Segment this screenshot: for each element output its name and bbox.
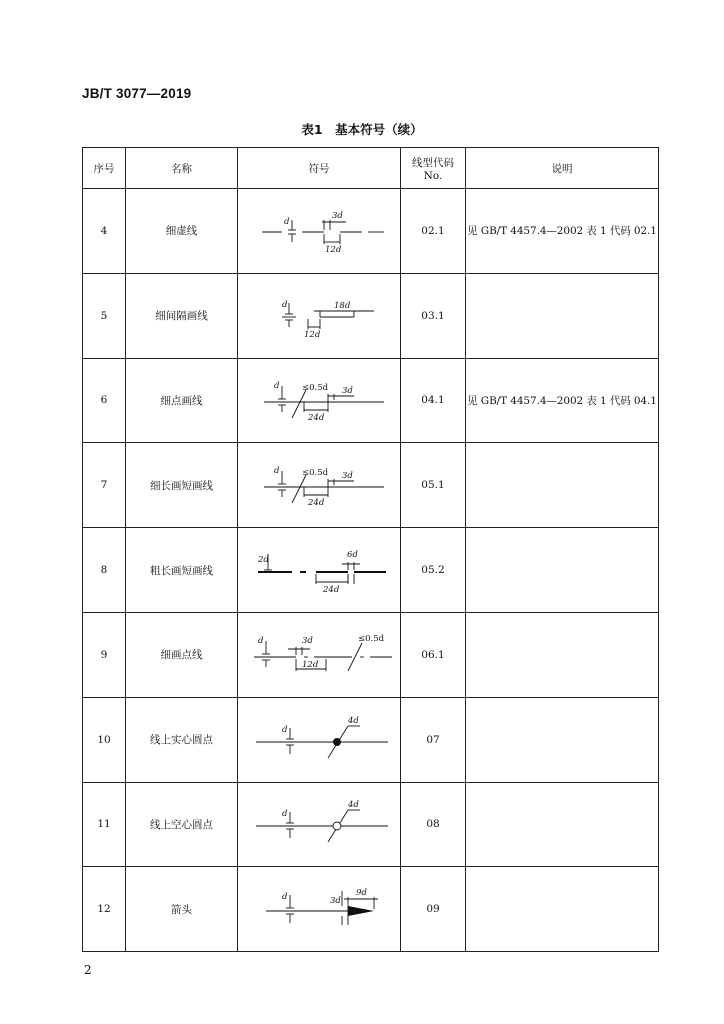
symbol-label: 2d: [258, 555, 269, 566]
row-desc: [466, 443, 659, 528]
col-header-no: 序号: [83, 148, 126, 189]
table-row: [83, 867, 659, 952]
symbol-label: d: [274, 381, 280, 392]
table-row: [83, 528, 659, 613]
row-name: 细间隔画线: [126, 273, 238, 358]
symbol-label: 3d: [342, 386, 353, 397]
symbol-label: d: [282, 892, 288, 903]
row-no: 10: [83, 697, 126, 782]
row-no: 12: [83, 867, 126, 952]
row-symbol: [238, 358, 401, 443]
symbol-label: d: [274, 466, 280, 477]
arrowhead-symbol: [244, 881, 394, 937]
symbol-label: 6d: [347, 550, 358, 561]
row-name: 细画点线: [126, 612, 238, 697]
row-code: 04.1: [401, 358, 466, 443]
row-name: 粗长画短画线: [126, 528, 238, 613]
col-header-symbol: 符号: [238, 148, 401, 189]
row-desc: 见 GB/T 4457.4—2002 表 1 代码 02.1: [466, 189, 659, 274]
hollow-dot-on-line-symbol: [244, 796, 394, 852]
symbol-label: 12d: [304, 329, 321, 340]
symbol-label: d: [258, 635, 264, 646]
row-symbol: [238, 189, 401, 274]
standard-code-header: JB/T 3077—2019: [82, 86, 192, 101]
table-row: [83, 782, 659, 867]
symbol-label: 4d: [348, 800, 359, 811]
table-row: [83, 443, 659, 528]
symbol-label: 24d: [323, 585, 340, 596]
thin-dash-dot-line-symbol: [244, 372, 394, 428]
row-code: 06.1: [401, 612, 466, 697]
row-no: 7: [83, 443, 126, 528]
symbol-label: d: [284, 216, 290, 227]
row-symbol: [238, 528, 401, 613]
row-desc: 见 GB/T 4457.4—2002 表 1 代码 04.1: [466, 358, 659, 443]
symbol-label: 24d: [308, 413, 325, 424]
row-code: 05.2: [401, 528, 466, 613]
row-code: 09: [401, 867, 466, 952]
col-header-code-line1: 线型代码: [412, 156, 454, 169]
row-symbol: [238, 867, 401, 952]
row-desc: [466, 612, 659, 697]
symbol-label: d: [282, 809, 288, 820]
table-caption: 表1 基本符号（续）: [301, 122, 423, 137]
col-header-code: [401, 148, 466, 189]
thin-dash-dot-dot-line-symbol: [244, 627, 394, 683]
table-row: [83, 189, 659, 274]
page-number: 2: [84, 963, 92, 977]
thick-long-short-dash-line-symbol: [244, 542, 394, 598]
row-symbol: [238, 443, 401, 528]
row-symbol: [238, 273, 401, 358]
symbol-label: 24d: [308, 498, 325, 509]
thin-dashed-line-symbol: [244, 206, 394, 256]
row-no: 6: [83, 358, 126, 443]
table-row: [83, 273, 659, 358]
row-code: 02.1: [401, 189, 466, 274]
symbol-label: 3d: [330, 896, 341, 907]
row-desc: [466, 782, 659, 867]
table-row: [83, 697, 659, 782]
row-no: 8: [83, 528, 126, 613]
row-no: 9: [83, 612, 126, 697]
row-name: 线上实心圆点: [126, 697, 238, 782]
row-desc: [466, 273, 659, 358]
row-name: 细点画线: [126, 358, 238, 443]
solid-dot-on-line-symbol: [244, 712, 394, 768]
row-desc: [466, 697, 659, 782]
symbol-label: 4d: [348, 715, 359, 726]
row-name: 细虚线: [126, 189, 238, 274]
row-name: 细长画短画线: [126, 443, 238, 528]
table-row: [83, 358, 659, 443]
row-no: 11: [83, 782, 126, 867]
symbol-label: 18d: [334, 300, 351, 311]
row-name: 箭头: [126, 867, 238, 952]
row-symbol: [238, 697, 401, 782]
col-header-desc: 说明: [466, 148, 659, 189]
symbol-label: ≤0.5d: [358, 633, 385, 644]
symbol-label: ≤0.5d: [302, 383, 329, 394]
row-code: 07: [401, 697, 466, 782]
row-desc: [466, 867, 659, 952]
col-header-name: 名称: [126, 148, 238, 189]
row-symbol: [238, 782, 401, 867]
row-code: 08: [401, 782, 466, 867]
symbol-label: d: [282, 724, 288, 735]
symbol-label: 9d: [356, 888, 367, 899]
symbol-label: 3d: [332, 210, 343, 221]
row-code: 05.1: [401, 443, 466, 528]
thin-spaced-dash-line-symbol: [244, 291, 394, 341]
row-no: 4: [83, 189, 126, 274]
symbol-label: d: [282, 299, 288, 310]
table-row: [83, 612, 659, 697]
symbol-label: 3d: [342, 471, 353, 482]
basic-symbols-table: [82, 147, 659, 952]
row-code: 03.1: [401, 273, 466, 358]
symbol-label: ≤0.5d: [302, 468, 329, 479]
row-symbol: [238, 612, 401, 697]
col-header-code-line2: No.: [423, 169, 443, 182]
row-desc: [466, 528, 659, 613]
symbol-label: 12d: [302, 659, 319, 670]
thin-long-short-dash-line-symbol: [244, 457, 394, 513]
symbol-label: 3d: [302, 635, 313, 646]
symbol-label: 12d: [325, 244, 342, 255]
row-no: 5: [83, 273, 126, 358]
table-header-row: [83, 148, 659, 189]
row-name: 线上空心圆点: [126, 782, 238, 867]
